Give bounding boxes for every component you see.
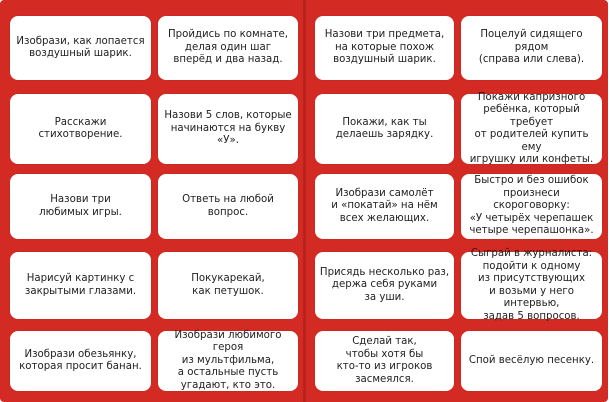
- task-card[interactable]: Поцелуй сидящего рядом (справа или слева).: [461, 16, 602, 80]
- task-card[interactable]: Назови три предмета, на которые похож воздушный шарик.: [315, 16, 454, 80]
- task-card[interactable]: Расскажи стихотворение.: [10, 94, 151, 164]
- task-card[interactable]: Присядь несколько раз, держа себя руками за уши.: [315, 252, 454, 319]
- task-card[interactable]: Изобрази, как лопается воздушный шарик.: [10, 16, 151, 80]
- task-card[interactable]: Сделай так, чтобы хотя бы кто-то из игроков засмеялся.: [315, 331, 454, 391]
- task-card[interactable]: Сыграй в журналиста: подойти к одному из присутствующих и возьми у него интервью, задав 5 вопросов.: [461, 252, 602, 319]
- task-card[interactable]: Спой весёлую песенку.: [461, 331, 602, 391]
- task-card[interactable]: Изобрази обезьянку, которая просит банан.: [10, 331, 151, 391]
- task-card[interactable]: Изобрази любимого героя из мультфильма, а остальные пусть угадают, кто это.: [158, 331, 298, 391]
- task-card[interactable]: Покукарекай, как петушок.: [158, 252, 298, 319]
- task-card[interactable]: Назови три любимых игры.: [10, 174, 151, 239]
- task-card[interactable]: Быстро и без ошибок произнеси скороговорку: «У четырёх черепашек четыре черепашонка».: [461, 174, 602, 239]
- task-card[interactable]: Нарисуй картинку с закрытыми глазами.: [10, 252, 151, 319]
- task-card[interactable]: Назови 5 слов, которые начинаются на букву «У».: [158, 94, 298, 164]
- sheet-fold: [303, 0, 306, 402]
- task-card[interactable]: Ответь на любой вопрос.: [158, 174, 298, 239]
- task-card[interactable]: Изобрази самолёт и «покатай» на нём всех желающих.: [315, 174, 454, 239]
- task-card[interactable]: Покажи, как ты делаешь зарядку.: [315, 94, 454, 164]
- task-card[interactable]: Пройдись по комнате, делая один шаг вперёд и два назад.: [158, 16, 298, 80]
- task-card[interactable]: Покажи капризного ребёнка, который требует от родителей купить ему игрушку или конфеты.: [461, 94, 602, 164]
